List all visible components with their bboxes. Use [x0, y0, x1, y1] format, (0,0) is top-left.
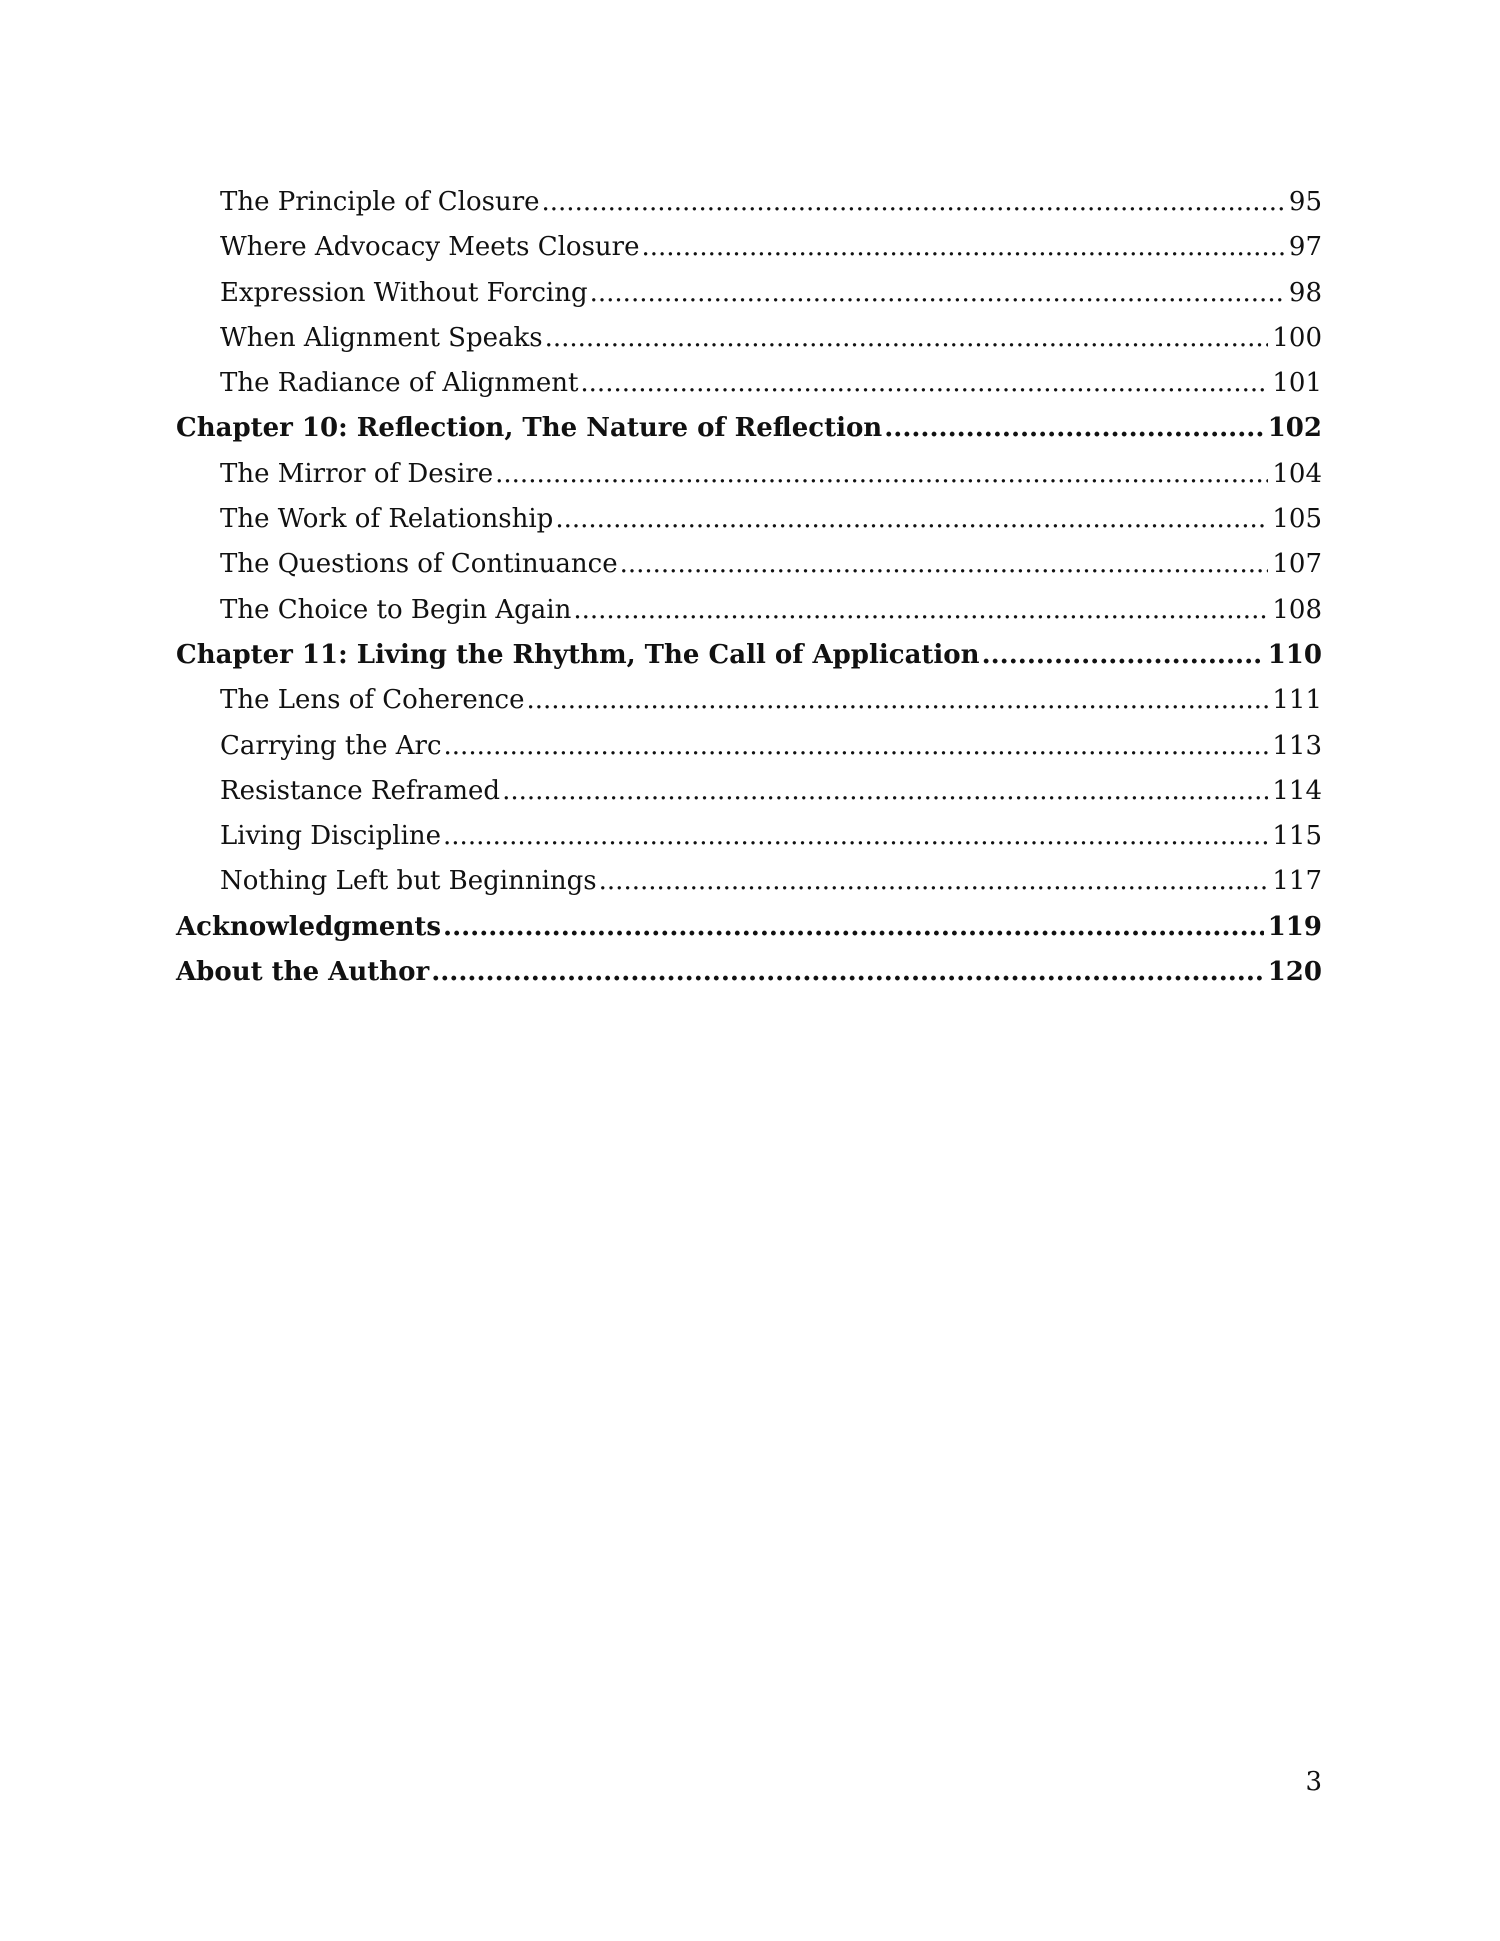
- toc-section-entry[interactable]: [176, 859, 1322, 904]
- toc-entry-page: 104: [1272, 458, 1322, 489]
- toc-entry-page: 110: [1267, 639, 1322, 670]
- toc-chapter-entry[interactable]: [176, 905, 1322, 950]
- toc-dot-leader: [590, 271, 1285, 316]
- toc-entry-label: When Alignment Speaks: [220, 322, 543, 353]
- toc-section-entry[interactable]: [176, 361, 1322, 406]
- toc-entry-label: About the Author: [176, 957, 430, 988]
- toc-entry-page: 105: [1272, 504, 1322, 535]
- toc-entry-label: Where Advocacy Meets Closure: [220, 232, 640, 263]
- toc-section-entry[interactable]: [176, 180, 1322, 225]
- toc-entry-page: 102: [1267, 413, 1322, 444]
- toc-section-entry[interactable]: [176, 814, 1322, 859]
- toc-section-entry[interactable]: [176, 769, 1322, 814]
- toc-dot-leader: [982, 633, 1264, 678]
- toc-entry-label: Chapter 10: Reflection, The Nature of Reflection: [176, 413, 883, 444]
- toc-entry-label: Carrying the Arc: [220, 730, 442, 761]
- toc-dot-leader: [620, 542, 1269, 587]
- toc-entry-page: 101: [1272, 368, 1322, 399]
- toc-entry-page: 117: [1272, 866, 1322, 897]
- toc-entry-label: The Lens of Coherence: [220, 685, 525, 716]
- toc-entry-label: Resistance Reframed: [220, 775, 501, 806]
- toc-entry-page: 100: [1272, 322, 1322, 353]
- toc-entry-page: 120: [1267, 957, 1322, 988]
- toc-section-entry[interactable]: [176, 678, 1322, 723]
- toc-entry-page: 97: [1288, 232, 1322, 263]
- toc-section-entry[interactable]: [176, 225, 1322, 270]
- toc-dot-leader: [555, 497, 1268, 542]
- toc-section-entry[interactable]: [176, 588, 1322, 633]
- toc-entry-page: 114: [1272, 775, 1322, 806]
- toc-dot-leader: [444, 724, 1269, 769]
- toc-entry-label: The Work of Relationship: [220, 504, 554, 535]
- toc-dot-leader: [580, 361, 1268, 406]
- toc-entry-page: 95: [1288, 187, 1322, 217]
- page-number: 3: [1305, 1767, 1322, 1797]
- toc-dot-leader: [545, 316, 1269, 361]
- toc-entry-page: 111: [1272, 685, 1322, 716]
- toc-entry-page: 108: [1272, 594, 1322, 625]
- toc-chapter-entry[interactable]: [176, 950, 1322, 995]
- toc-section-entry[interactable]: [176, 724, 1322, 769]
- toc-entry-page: 113: [1272, 730, 1322, 761]
- toc-dot-leader: [642, 225, 1285, 270]
- toc-entry-label: Nothing Left but Beginnings: [220, 866, 597, 897]
- toc-entry-label: The Mirror of Desire: [220, 458, 494, 489]
- toc-dot-leader: [443, 905, 1264, 950]
- toc-section-entry[interactable]: [176, 271, 1322, 316]
- toc-dot-leader: [884, 406, 1264, 451]
- table-of-contents: [176, 180, 1322, 995]
- toc-dot-leader: [599, 859, 1269, 904]
- toc-entry-label: The Principle of Closure: [220, 187, 540, 217]
- toc-dot-leader: [431, 950, 1264, 995]
- toc-section-entry[interactable]: [176, 452, 1322, 497]
- toc-entry-page: 98: [1288, 277, 1322, 308]
- toc-dot-leader: [495, 452, 1268, 497]
- toc-dot-leader: [502, 769, 1268, 814]
- toc-entry-label: Living Discipline: [220, 821, 442, 852]
- toc-entry-label: The Radiance of Alignment: [220, 368, 579, 399]
- toc-chapter-entry[interactable]: [176, 406, 1322, 451]
- toc-section-entry[interactable]: [176, 497, 1322, 542]
- toc-entry-label: The Choice to Begin Again: [220, 594, 572, 625]
- toc-dot-leader: [526, 678, 1268, 723]
- toc-entry-label: The Questions of Continuance: [220, 549, 618, 580]
- toc-entry-label: Acknowledgments: [176, 911, 442, 942]
- toc-dot-leader: [443, 814, 1268, 859]
- toc-entry-page: 107: [1272, 549, 1322, 580]
- toc-section-entry[interactable]: [176, 316, 1322, 361]
- toc-entry-label: Expression Without Forcing: [220, 277, 588, 308]
- toc-entry-page: 119: [1267, 911, 1322, 942]
- toc-chapter-entry[interactable]: [176, 633, 1322, 678]
- toc-entry-label: Chapter 11: Living the Rhythm, The Call of Application: [176, 639, 980, 670]
- toc-entry-page: 115: [1272, 821, 1322, 852]
- toc-section-entry[interactable]: [176, 542, 1322, 587]
- toc-dot-leader: [573, 588, 1268, 633]
- toc-dot-leader: [542, 180, 1285, 225]
